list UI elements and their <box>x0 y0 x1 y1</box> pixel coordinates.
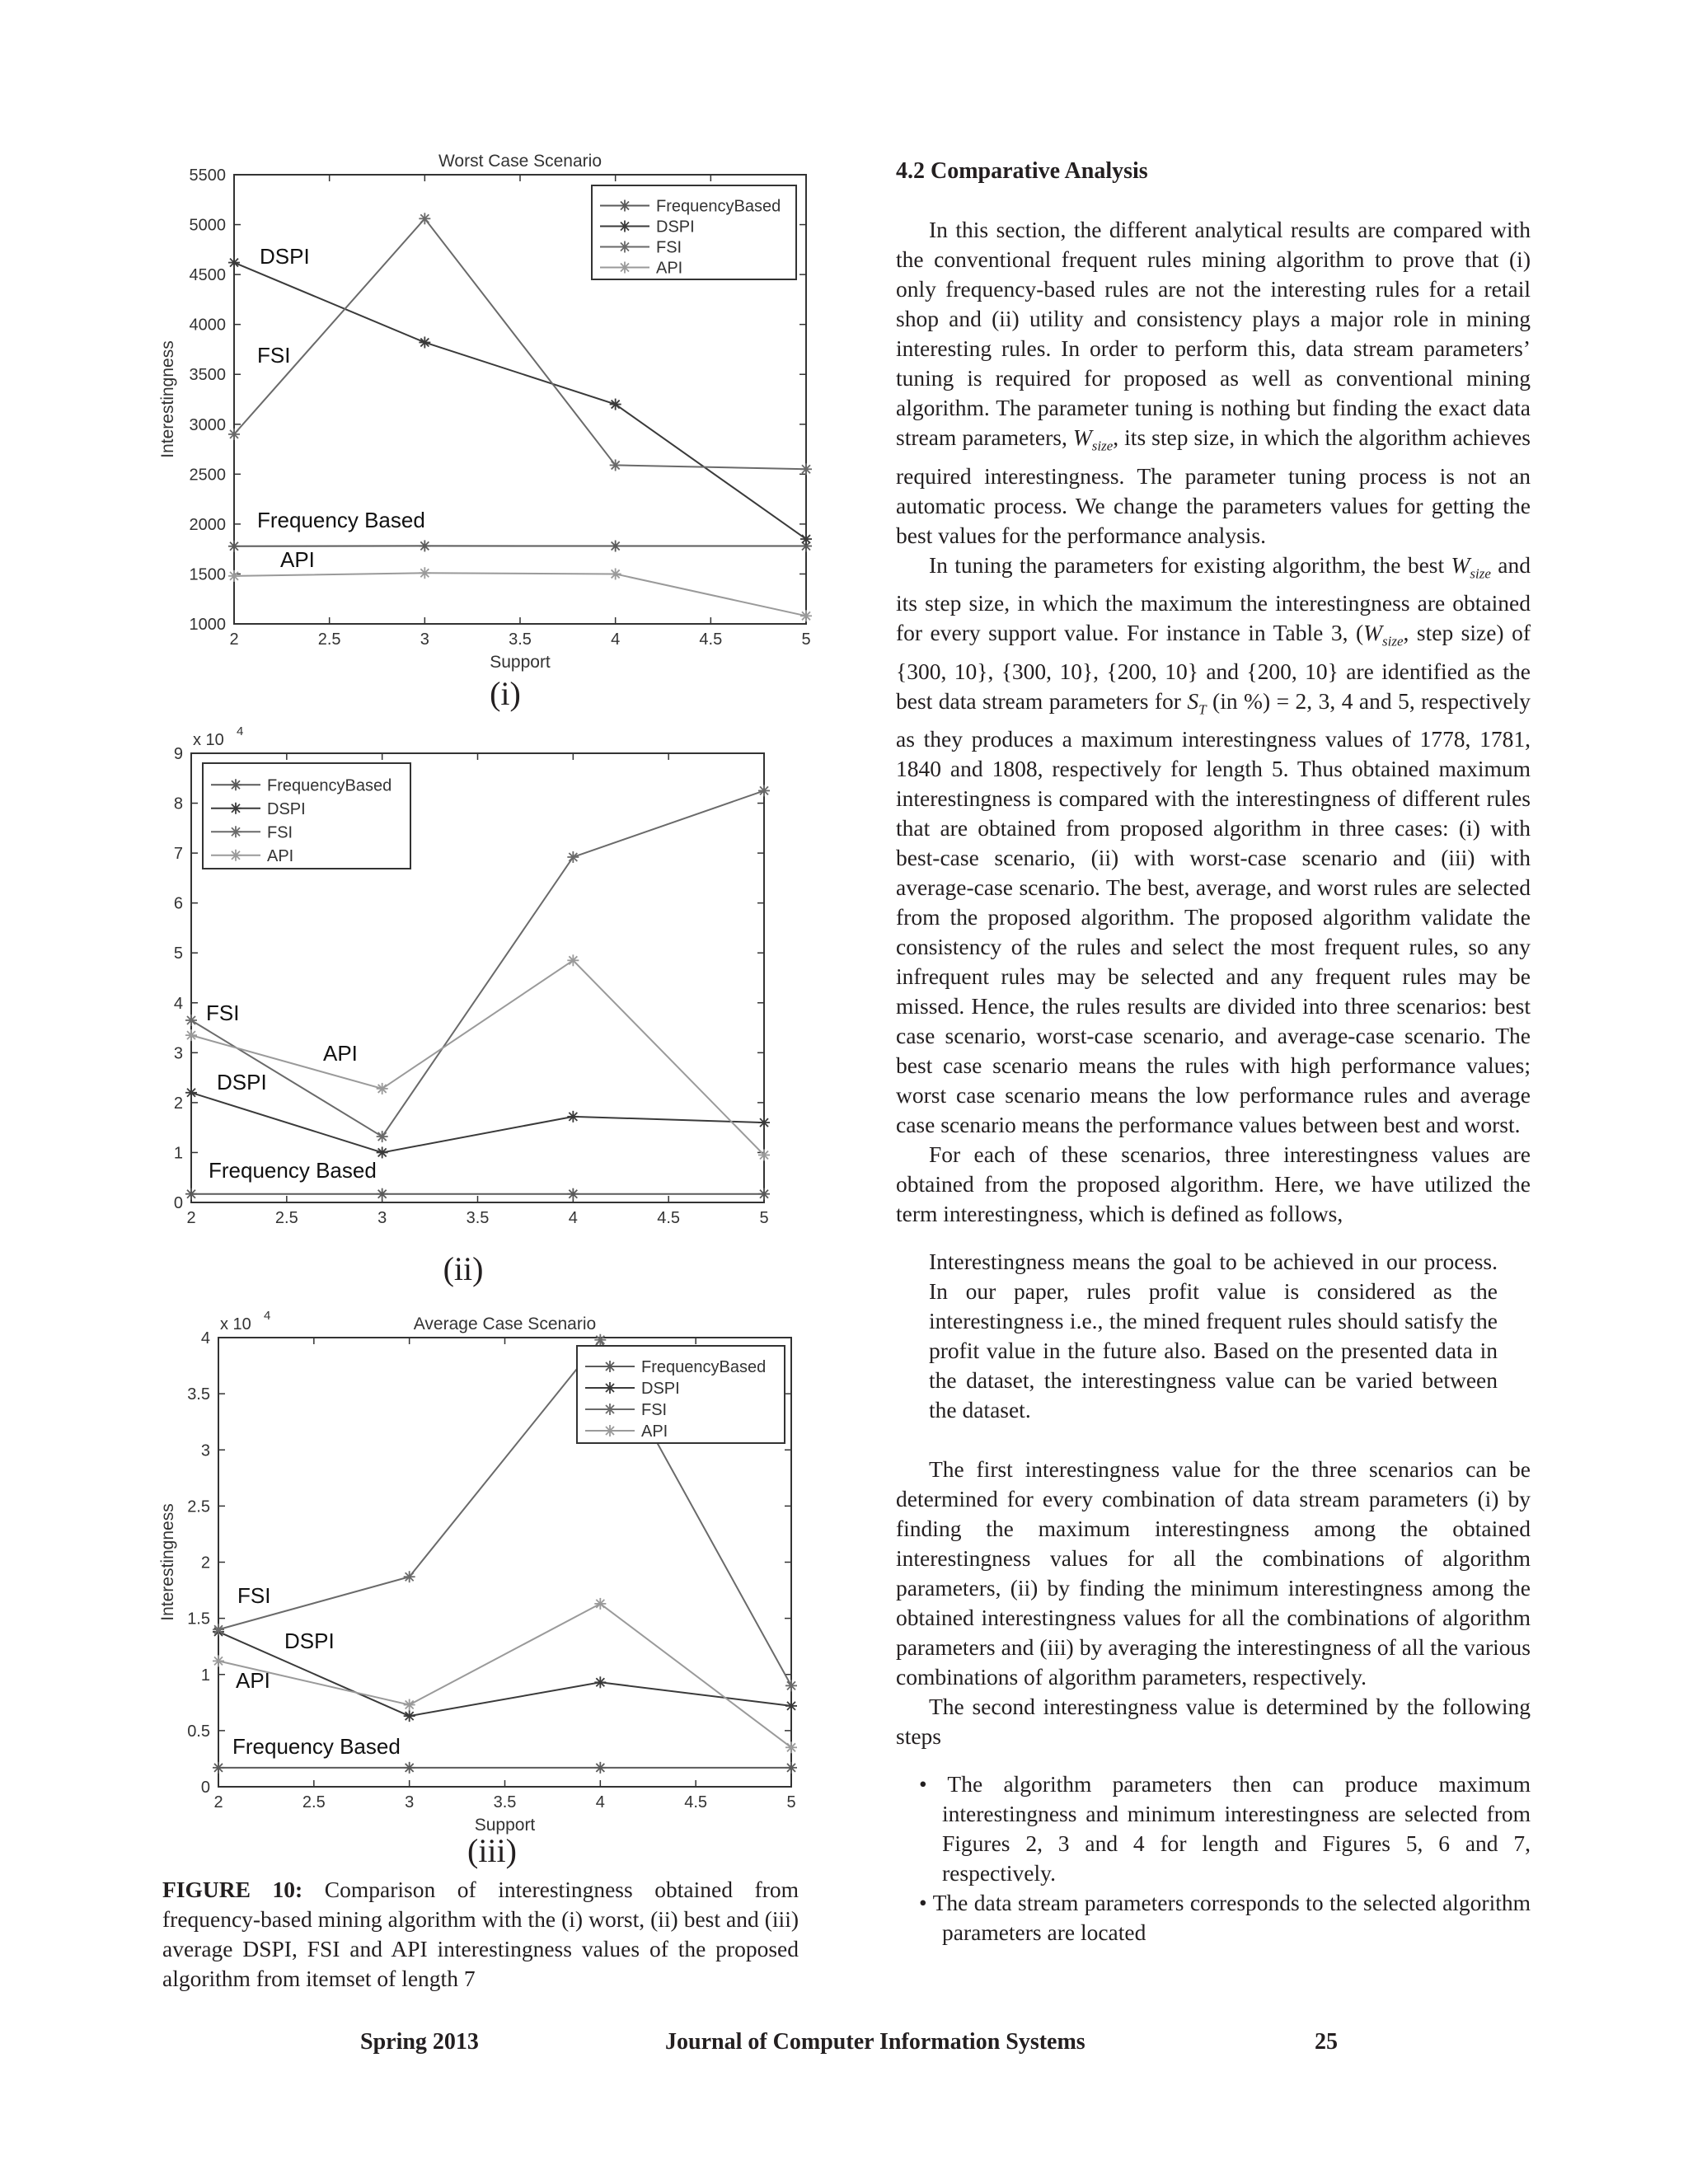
data-point-dspi <box>758 1117 770 1128</box>
legend-marker <box>230 779 241 790</box>
y-tick-label: 6 <box>173 894 183 913</box>
y-tick-label: 4 <box>200 1329 210 1347</box>
chart-worst-case <box>158 152 812 672</box>
data-point-frequencybased <box>228 541 240 552</box>
x-tick-label: 2 <box>186 1209 196 1227</box>
data-point-fsi <box>228 429 240 440</box>
x-tick-label: 5 <box>801 630 811 649</box>
figure-caption <box>162 1875 799 1994</box>
series-line-dspi <box>234 263 806 539</box>
chart-average-case <box>158 1309 797 1835</box>
x-tick-label: 2.5 <box>274 1209 298 1227</box>
y-tick-label: 8 <box>173 794 183 813</box>
y-tick-label: 1000 <box>189 616 226 634</box>
data-point-api <box>377 1083 388 1094</box>
data-point-frequencybased <box>377 1188 388 1200</box>
legend-marker <box>230 826 241 837</box>
annotation-label: API <box>323 1041 358 1066</box>
y-tick-label: 5 <box>173 944 183 963</box>
y-tick-label: 3500 <box>189 366 226 385</box>
data-point-api <box>404 1699 415 1711</box>
caption-text: Comparison of interestingness obtained from frequency-based mining algorithm with the (i) worst, (ii) best and (iii) average DSPI, FSI and API interestingness values of the proposed algorithm from itemset of length 7 <box>162 1877 799 1991</box>
annotation-label: API <box>280 547 315 572</box>
data-point-dspi <box>567 1111 579 1122</box>
legend-label-fsi: FSI <box>267 823 293 842</box>
y-tick-label: 4000 <box>189 316 226 335</box>
y-tick-label: 1 <box>173 1144 183 1163</box>
y-tick-label: 2 <box>200 1554 210 1572</box>
legend-label-fsi: FSI <box>641 1401 668 1419</box>
y-tick-label: 1.5 <box>187 1610 210 1629</box>
series-line-api <box>218 1604 791 1747</box>
y-axis-label: Interestingness <box>158 1503 177 1621</box>
x-axis-label: Support <box>490 653 551 672</box>
x-tick-label: 4 <box>611 630 621 649</box>
data-point-api <box>213 1655 224 1666</box>
y-tick-label: 4 <box>173 994 183 1013</box>
data-point-api <box>610 568 621 579</box>
data-point-frequencybased <box>404 1762 415 1774</box>
x-tick-label: 5 <box>759 1209 769 1227</box>
x-tick-label: 3.5 <box>466 1209 490 1227</box>
subfigure-label-iii: (iii) <box>467 1832 517 1869</box>
x-tick-label: 4 <box>595 1793 605 1811</box>
data-point-frequencybased <box>185 1188 197 1200</box>
axis-scale-label: x 10 <box>193 731 224 749</box>
data-point-dspi <box>419 336 430 348</box>
legend-label-dspi: DSPI <box>641 1380 680 1398</box>
x-tick-label: 4.5 <box>699 630 723 649</box>
y-tick-label: 9 <box>173 745 183 763</box>
x-tick-label: 4 <box>568 1209 578 1227</box>
section-text <box>896 157 1531 1947</box>
paragraph-2: In tuning the parameters for existing algorithm, the best $W_{size}$ and its step size, in which the maximum the interestingness are obtained for every support value. For instance in Table 3, ($W_{size}$, step size) of {300, 10}, {300, 10}, {200, 10} and {200, 10} are identified as the best data stream parameters for $S_T$ (in %) = 2, 3, 4 and 5, respectively as they produces a maximum interestingness values of 1778, 1781, 1840 and 1808, respectively for length 5. Thus obtained maximum interestingness is compared with the interestingness of different rules that are obtained from proposed algorithm in three cases: (i) with best-case scenario, (ii) with worst-case scenario and (iii) with average-case scenario. The best, average, and worst rules are selected from the proposed algorithm. The proposed algorithm validate the consistency of the rules and select the most frequent rules, so any infrequent rules may be selected and any frequent rules may be missed. Hence, the rules results are divided into three scenarios: best case scenario, worst-case scenario, and average-case scenario. The best case scenario means the rules with high performance values; worst case scenario means the low performance rules and average case scenario means the performance values between best and worst. <box>896 551 1531 1137</box>
data-point-fsi <box>213 1624 224 1635</box>
annotation-label: Frequency Based <box>232 1734 401 1759</box>
figure-10-charts <box>0 0 857 1879</box>
chart-title: Average Case Scenario <box>413 1315 597 1333</box>
data-point-fsi <box>594 1334 606 1346</box>
axis-scale-exponent: 4 <box>237 724 244 738</box>
data-point-frequencybased <box>419 540 430 551</box>
y-tick-label: 2.5 <box>187 1497 210 1516</box>
legend-label-dspi: DSPI <box>656 218 695 237</box>
legend-marker <box>604 1361 616 1372</box>
legend-marker <box>604 1425 616 1436</box>
legend-marker <box>604 1404 616 1415</box>
footer-journal: Journal of Computer Information Systems <box>665 2029 1085 2055</box>
x-tick-label: 3 <box>405 1793 415 1811</box>
annotation-label: Frequency Based <box>209 1158 377 1183</box>
data-point-api <box>758 1149 770 1160</box>
x-tick-label: 3 <box>420 630 429 649</box>
y-tick-label: 2000 <box>189 515 226 534</box>
annotation-label: DSPI <box>260 244 310 269</box>
x-tick-label: 2.5 <box>302 1793 326 1811</box>
subfigure-label-i: (i) <box>490 675 521 712</box>
y-tick-label: 2500 <box>189 466 226 485</box>
legend-marker <box>604 1382 616 1394</box>
legend-marker <box>619 262 631 274</box>
data-point-fsi <box>404 1571 415 1582</box>
data-point-api <box>567 954 579 966</box>
annotation-label: DSPI <box>284 1629 335 1653</box>
x-tick-label: 3.5 <box>509 630 532 649</box>
y-tick-label: 3 <box>173 1044 183 1063</box>
legend-label-api: API <box>641 1422 668 1441</box>
axis-scale-label: x 10 <box>220 1315 251 1333</box>
data-point-api <box>185 1029 197 1041</box>
legend-label-api: API <box>656 259 683 278</box>
y-tick-label: 0 <box>200 1779 210 1797</box>
chart-title: Worst Case Scenario <box>438 152 603 171</box>
definition-quote: Interestingness means the goal to be achieved in our process. In our paper, rules profit value is considered as the interestingness i.e., the mined frequent rules should satisfy the profit value in the future also. Based on the presented data in the dataset, the interestingness value can be varied between the dataset. <box>929 1249 1498 1422</box>
data-point-api <box>419 567 430 579</box>
y-tick-label: 3000 <box>189 415 226 434</box>
annotation-label: FSI <box>237 1583 271 1608</box>
legend-label-frequencybased: FrequencyBased <box>641 1358 767 1376</box>
x-tick-label: 3 <box>377 1209 387 1227</box>
bullet-item-2: • The data stream parameters corresponds to the selected algorithm parameters are located <box>919 1890 1531 1945</box>
y-tick-label: 4500 <box>189 266 226 285</box>
x-tick-label: 4.5 <box>684 1793 708 1811</box>
data-point-fsi <box>800 463 812 475</box>
data-point-dspi <box>377 1146 388 1158</box>
legend-marker <box>619 221 631 232</box>
data-point-dspi <box>185 1087 197 1099</box>
data-point-dspi <box>404 1710 415 1722</box>
data-point-fsi <box>785 1680 797 1691</box>
data-point-dspi <box>594 1676 606 1688</box>
footer-issue: Spring 2013 <box>360 2029 479 2055</box>
data-point-fsi <box>377 1131 388 1142</box>
legend-marker <box>230 850 241 861</box>
data-point-fsi <box>610 459 621 471</box>
data-point-dspi <box>800 533 812 545</box>
y-axis-label: Interestingness <box>158 340 177 458</box>
x-tick-label: 2 <box>229 630 239 649</box>
y-tick-label: 0.5 <box>187 1722 210 1741</box>
legend-label-frequencybased: FrequencyBased <box>656 197 781 216</box>
x-tick-label: 3.5 <box>493 1793 517 1811</box>
x-tick-label: 5 <box>786 1793 796 1811</box>
legend-label-frequencybased: FrequencyBased <box>267 776 392 795</box>
data-point-dspi <box>610 399 621 410</box>
data-point-api <box>800 610 812 621</box>
series-line-api <box>191 960 764 1155</box>
y-tick-label: 7 <box>173 845 183 864</box>
data-point-frequencybased <box>785 1762 797 1774</box>
annotation-label: Frequency Based <box>257 508 425 532</box>
y-tick-label: 1500 <box>189 565 226 584</box>
data-point-api <box>594 1598 606 1610</box>
annotation-label: API <box>236 1668 270 1693</box>
x-tick-label: 2.5 <box>317 630 341 649</box>
data-point-dspi <box>228 257 240 269</box>
caption-label: FIGURE 10: <box>162 1877 303 1902</box>
paragraph-4: The first interestingness value for the three scenarios can be determined for every combination of data stream parameters (i) by finding the maximum interestingness among the obtained interestingness values for all the combinations of algorithm parameters, (ii) by finding the minimum interestingness among the obtained interestingness values for all the combinations of algorithm parameters and (iii) by averaging the interestingness of all the various combinations of algorithm parameters, respectively. <box>896 1456 1531 1690</box>
chart-best-case <box>174 724 770 1227</box>
annotation-label: DSPI <box>217 1070 267 1094</box>
y-tick-label: 1 <box>200 1666 210 1685</box>
data-point-fsi <box>758 785 770 796</box>
data-point-frequencybased <box>213 1762 224 1774</box>
data-point-frequencybased <box>758 1188 770 1200</box>
data-point-fsi <box>419 213 430 224</box>
footer-page-number: 25 <box>1315 2029 1338 2055</box>
x-tick-label: 2 <box>213 1793 223 1811</box>
section-heading: 4.2 Comparative Analysis <box>896 158 1148 184</box>
data-point-frequencybased <box>567 1188 579 1200</box>
data-point-api <box>228 570 240 582</box>
x-axis-label: Support <box>474 1816 536 1835</box>
y-tick-label: 2 <box>173 1094 183 1113</box>
paragraph-1: In this section, the different analytical results are compared with the conventional frequent rules mining algorithm to prove that (i) only frequency-based rules are not the interesting rules for a retail shop and (ii) utility and consistency plays a major role in mining interesting rules. In order to perform this, data stream parameters’ tuning is required for proposed as well as conventional mining algorithm. The parameter tuning is nothing but finding the exact data stream parameters, $W_{size}$, its step size, in which the algorithm achieves required interestingness. The parameter tuning process is not an automatic process. We change the parameters values for getting the best values for the performance analysis. <box>896 217 1531 548</box>
data-point-fsi <box>567 851 579 863</box>
data-point-dspi <box>785 1700 797 1712</box>
y-tick-label: 0 <box>173 1194 183 1212</box>
paragraph-3: For each of these scenarios, three interestingness values are obtained from the proposed algorithm. Here, we have utilized the term interestingness, which is defined as follows, <box>896 1141 1531 1226</box>
series-line-dspi <box>191 1093 764 1153</box>
legend-marker <box>619 200 631 212</box>
y-tick-label: 5500 <box>189 166 226 185</box>
legend-label-dspi: DSPI <box>267 799 306 818</box>
x-tick-label: 4.5 <box>657 1209 681 1227</box>
paragraph-5: The second interestingness value is determined by the following steps <box>896 1694 1531 1749</box>
y-tick-label: 3.5 <box>187 1385 210 1404</box>
legend-marker <box>619 241 631 253</box>
subfigure-label-ii: (ii) <box>443 1250 484 1287</box>
axis-scale-exponent: 4 <box>264 1309 271 1323</box>
legend-marker <box>230 803 241 814</box>
data-point-fsi <box>185 1015 197 1026</box>
data-point-frequencybased <box>594 1762 606 1774</box>
legend-label-fsi: FSI <box>656 238 682 257</box>
annotation-label: FSI <box>206 1001 240 1025</box>
series-line-api <box>234 573 806 616</box>
annotation-label: FSI <box>257 343 291 368</box>
legend-label-api: API <box>267 846 294 865</box>
y-tick-label: 3 <box>200 1441 210 1460</box>
y-tick-label: 5000 <box>189 216 226 235</box>
data-point-api <box>785 1741 797 1753</box>
bullet-item-1: • The algorithm parameters then can produce maximum interestingness and minimum interestingness are selected from Figures 2, 3 and 4 for length and Figures 5, 6 and 7, respectively. <box>919 1771 1531 1886</box>
data-point-frequencybased <box>610 541 621 552</box>
